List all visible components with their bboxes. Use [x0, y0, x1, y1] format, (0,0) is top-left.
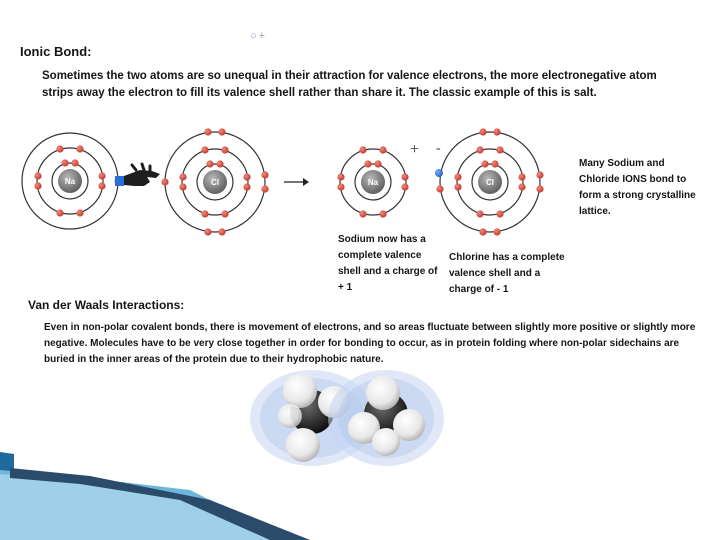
cl-label: Cl: [211, 178, 219, 187]
chlorine-caption: Chlorine has a complete valence shell and a charge of - 1: [449, 252, 565, 295]
vdw-heading: Van der Waals Interactions:: [28, 298, 185, 312]
lattice-note: Many Sodium and Chloride IONS bond to form a strong crystalline lattice.: [579, 158, 696, 217]
ionic-body: Sometimes the two atoms are so unequal in their attraction for valence electrons, the more electronegative atom strips away the electron to fill its valence shell rather than share it. The classic example of this is salt.: [42, 70, 657, 99]
top-ornament: ○+: [250, 30, 268, 42]
cl-ion-label: Cl: [486, 178, 494, 187]
plus-sign: +: [410, 141, 420, 158]
ionic-heading: Ionic Bond:: [20, 44, 92, 59]
minus-sign: -: [436, 141, 441, 156]
na-label: Na: [64, 177, 76, 186]
sodium-caption: Sodium now has a complete valence shell and a charge of + 1: [338, 234, 438, 293]
na-ion-label: Na: [367, 178, 379, 187]
vdw-body: Even in non-polar covalent bonds, there is movement of electrons, and so areas fluctuate between slightly more positive or slightly more negative. Molecules have to be very close together in order for bonding to occur, as in protein folding where non-polar sidechains are buried in the inner areas of the protein due to their hydrophobic nature.: [44, 322, 696, 365]
